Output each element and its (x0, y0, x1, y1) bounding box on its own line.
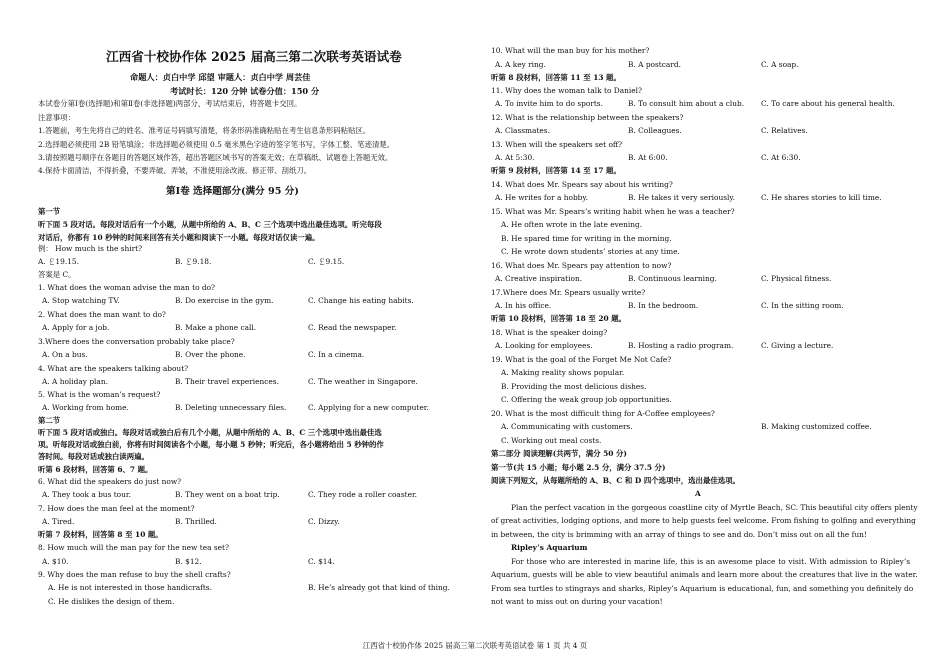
instruction-line: 听下面 5 段对话。每段对话后有一个小题，从题中所给的 A、B、C 三个选项中选出最佳选项。听完每段 (38, 220, 382, 229)
instruction-line: 第一节 (38, 207, 61, 216)
instruction-line: 听第 8 段材料，回答第 11 至 13 题。 (491, 73, 621, 82)
exam-info: 考试时长：120 分钟 试卷分值：150 分 (170, 86, 320, 96)
question-stem: 18. What is the speaker doing? (491, 328, 608, 337)
instruction-line: 听第 6 段材料，回答第 6、7 题。 (38, 465, 153, 474)
option-a: A. $10. (42, 557, 69, 566)
question-stem: 2.选择题必须使用 2B 铅笔填涂；非选择题必须使用 0.5 毫米黑色字迹的签字笔书写，字体工整、笔迹清楚。 (38, 140, 395, 149)
option-b: B. Deleting unnecessary files. (175, 403, 287, 412)
option-b: B. $12. (175, 557, 202, 566)
option-c: C. ￡9.15. (308, 257, 345, 266)
instruction-line: 阅读下列短文，从每题所给的 A、B、C 和 D 四个选项中，选出最佳选项。 (491, 476, 740, 485)
question-stem: 5. What is the woman’s request? (38, 390, 161, 399)
option-b: B. Do exercise in the gym. (175, 296, 274, 305)
exam-title: 江西省十校协作体 2025 届高三第二次联考英语试卷 (106, 49, 402, 64)
instruction-line: 对话后，你都有 10 秒钟的时间来回答有关小题和阅读下一小题。每段对话仅读一遍。 (38, 233, 320, 242)
option-c: C. Change his eating habits. (308, 296, 414, 305)
question-stem: 14. What does Mr. Spears say about his writing? (491, 180, 673, 189)
option-b: B. A postcard. (628, 60, 681, 69)
option-c: C. Physical fitness. (761, 274, 832, 283)
question-stem: 10. What will the man buy for his mother? (491, 46, 650, 55)
option-c: C. Giving a lecture. (761, 341, 834, 350)
option-b: B. Colleagues. (628, 126, 682, 135)
text-line: For those who are interested in marine life, this is an awesome place to visit. With admission to Ripley’s (511, 557, 910, 566)
question-stem: 16. What does Mr. Spears pay attention to now? (491, 261, 672, 270)
text-line: 例： How much is the shirt? (38, 244, 143, 253)
option-a: A. Creative inspiration. (495, 274, 583, 283)
question-stem: 7. How does the man feel at the moment? (38, 504, 195, 513)
text-line: Aquarium, guests will be able to view beautiful animals and learn more about the creatures that live in the water. (491, 570, 918, 579)
text-line: From sea turtles to stingrays and sharks, Ripley’s Aquarium is educational, fun, and something you definitely do (491, 584, 914, 593)
option-line: A. He often wrote in the late evening. (501, 220, 643, 229)
option-a: A. To invite him to do sports. (495, 99, 603, 108)
question-stem: 13. When will the speakers set off? (491, 140, 623, 149)
option-a: A. At 5:30. (495, 153, 535, 162)
option-a: A. Tired. (42, 517, 75, 526)
option-b: B. Continuous learning. (628, 274, 717, 283)
text-line: not want to miss out on during your vacation! (491, 597, 663, 606)
instruction-line: 听第 10 段材料，回答第 18 至 20 题。 (491, 314, 626, 323)
instruction-line: A (695, 489, 701, 498)
option-b: B. He’s already got that kind of thing. (308, 583, 450, 592)
question-stem: 1.答题前，考生先将自己的姓名、准考证号码填写清楚，将条形码准确粘贴在考生信息条形码粘贴区。 (38, 126, 371, 135)
exam-info: 命题人：贞白中学 邱望 审题人：贞白中学 周芸佳 (130, 72, 311, 82)
question-stem: 20. What is the most difficult thing for A-Coffee employees? (491, 409, 715, 418)
option-a: A. A key ring. (495, 60, 546, 69)
question-stem: 11. Why does the woman talk to Daniel? (491, 86, 642, 95)
option-c: C. In a cinema. (308, 350, 365, 359)
option-a: A. A holiday plan. (42, 377, 108, 386)
question-stem: 15. What was Mr. Spears’s writing habit when he was a teacher? (491, 207, 735, 216)
instruction-line: 听第 7 段材料，回答第 8 至 10 题。 (38, 530, 163, 539)
option-b: B. Making customized coffee. (761, 422, 872, 431)
option-a: A. On a bus. (42, 350, 88, 359)
option-a: A. Apply for a job. (42, 323, 110, 332)
option-line: C. Working out meal costs. (501, 436, 602, 445)
option-a: A. ￡19.15. (38, 257, 79, 266)
text-line: of great activities, lodging options, and more to help guests feel welcome. From fishing to golfing and everything (491, 516, 916, 525)
question-stem: 1. What does the woman advise the man to do? (38, 283, 216, 292)
option-line: C. He wrote down students’ stories at any time. (501, 247, 680, 256)
option-a: A. Working from home. (42, 403, 129, 412)
option-b: B. At 6:00. (628, 153, 668, 162)
question-stem: 3.请按照题号顺序在各题目的答题区域作答，超出答题区域书写的答案无效；在草稿纸、试题卷上答题无效。 (38, 153, 393, 162)
instruction-line: 听下面 5 段对话或独白。每段对话或独白后有几个小题，从题中所给的 A、B、C 三个选项中选出最佳选 (38, 428, 382, 437)
option-c: C. They rode a roller coaster. (308, 490, 418, 499)
option-b: B. In the bedroom. (628, 301, 699, 310)
instruction-line: 第二部分 阅读理解(共两节，满分 50 分) (491, 449, 627, 458)
instruction-line: 第一节(共 15 小题；每小题 2.5 分，满分 37.5 分) (491, 463, 666, 472)
instruction-line: 听第 9 段材料，回答第 14 至 17 题。 (491, 166, 621, 175)
question-stem: 2. What does the man want to do? (38, 310, 166, 319)
option-b: B. He takes it very seriously. (628, 193, 735, 202)
option-c: C. To care about his general health. (761, 99, 895, 108)
question-stem: 6. What did the speakers do just now? (38, 477, 182, 486)
option-b: B. ￡9.18. (175, 257, 212, 266)
question-stem: 19. What is the goal of the Forget Me Not Cafe? (491, 355, 672, 364)
option-a: A. In his office. (495, 301, 552, 310)
option-c: C. $14. (308, 557, 335, 566)
option-c: C. In the sitting room. (761, 301, 844, 310)
option-a: A. Classmates. (495, 126, 550, 135)
option-c: C. A soap. (761, 60, 799, 69)
option-c: C. He shares stories to kill time. (761, 193, 882, 202)
option-a: A. He is not interested in those handicrafts. (48, 583, 212, 592)
option-c: C. Applying for a new computer. (308, 403, 429, 412)
question-stem: 9. Why does the man refuse to buy the shell crafts? (38, 570, 231, 579)
option-line: B. Providing the most delicious dishes. (501, 382, 647, 391)
option-b: B. They went on a boat trip. (175, 490, 280, 499)
question-stem: 4. What are the speakers talking about? (38, 364, 189, 373)
instruction-line: 答时间。每段对话或独白读两遍。 (38, 452, 149, 461)
option-line: C. He dislikes the design of them. (48, 597, 175, 606)
instruction-line: Ripley’s Aquarium (511, 543, 588, 552)
question-stem: 4.保持卡面清洁，不得折叠，不要弄破、弄皱，不准使用涂改液、修正带、刮纸刀。 (38, 166, 312, 175)
option-line: C. Offering the weak group job opportunities. (501, 395, 672, 404)
question-stem: 17.Where does Mr. Spears usually write? (491, 288, 646, 297)
option-c: C. Relatives. (761, 126, 808, 135)
option-a: A. Communicating with customers. (501, 422, 633, 431)
option-c: C. The weather in Singapore. (308, 377, 418, 386)
option-c: C. Read the newspaper. (308, 323, 397, 332)
instruction-line: 项。听每段对话或独白前，你将有时间阅读各个小题，每小题 5 秒钟；听完后，各小题将给出 5 秒钟的作 (38, 440, 384, 449)
instruction-line: 第二节 (38, 416, 61, 425)
option-b: B. Their travel experiences. (175, 377, 279, 386)
option-line: B. He spared time for writing in the morning. (501, 234, 672, 243)
option-b: B. Thrilled. (175, 517, 217, 526)
option-a: A. They took a bus tour. (42, 490, 131, 499)
text-line: 注意事项： (38, 113, 75, 122)
text-line: in between, the city is brimming with an array of things to see and do. Don’t miss out on all the fun! (491, 530, 867, 539)
option-b: B. Hosting a radio program. (628, 341, 734, 350)
text-line: 答案是 C。 (38, 270, 76, 279)
text-line: 本试卷分第Ⅰ卷(选择题)和第Ⅱ卷(非选择题)两部分，考试结束后，将答题卡交回。 (38, 99, 302, 108)
text-line: Plan the perfect vacation in the gorgeous coastline city of Myrtle Beach, SC. This beautiful city offers plenty (511, 503, 918, 512)
page-footer: 江西省十校协作体 2025 届高三第二次联考英语试卷 第 1 页 共 4 页 (362, 641, 588, 650)
option-c: C. Dizzy. (308, 517, 340, 526)
option-a: A. He writes for a hobby. (495, 193, 588, 202)
option-a: A. Stop watching TV. (42, 296, 120, 305)
option-b: B. Make a phone call. (175, 323, 257, 332)
option-c: C. At 6:30. (761, 153, 801, 162)
option-line: A. Making reality shows popular. (501, 368, 625, 377)
question-stem: 3.Where does the conversation probably take place? (38, 337, 235, 346)
option-b: B. To consult him about a club. (628, 99, 745, 108)
question-stem: 8. How much will the man pay for the new tea set? (38, 543, 229, 552)
section-heading: 第Ⅰ卷 选择题部分(满分 95 分) (166, 186, 299, 197)
option-a: A. Looking for employees. (495, 341, 593, 350)
question-stem: 12. What is the relationship between the speakers? (491, 113, 684, 122)
option-b: B. Over the phone. (175, 350, 246, 359)
